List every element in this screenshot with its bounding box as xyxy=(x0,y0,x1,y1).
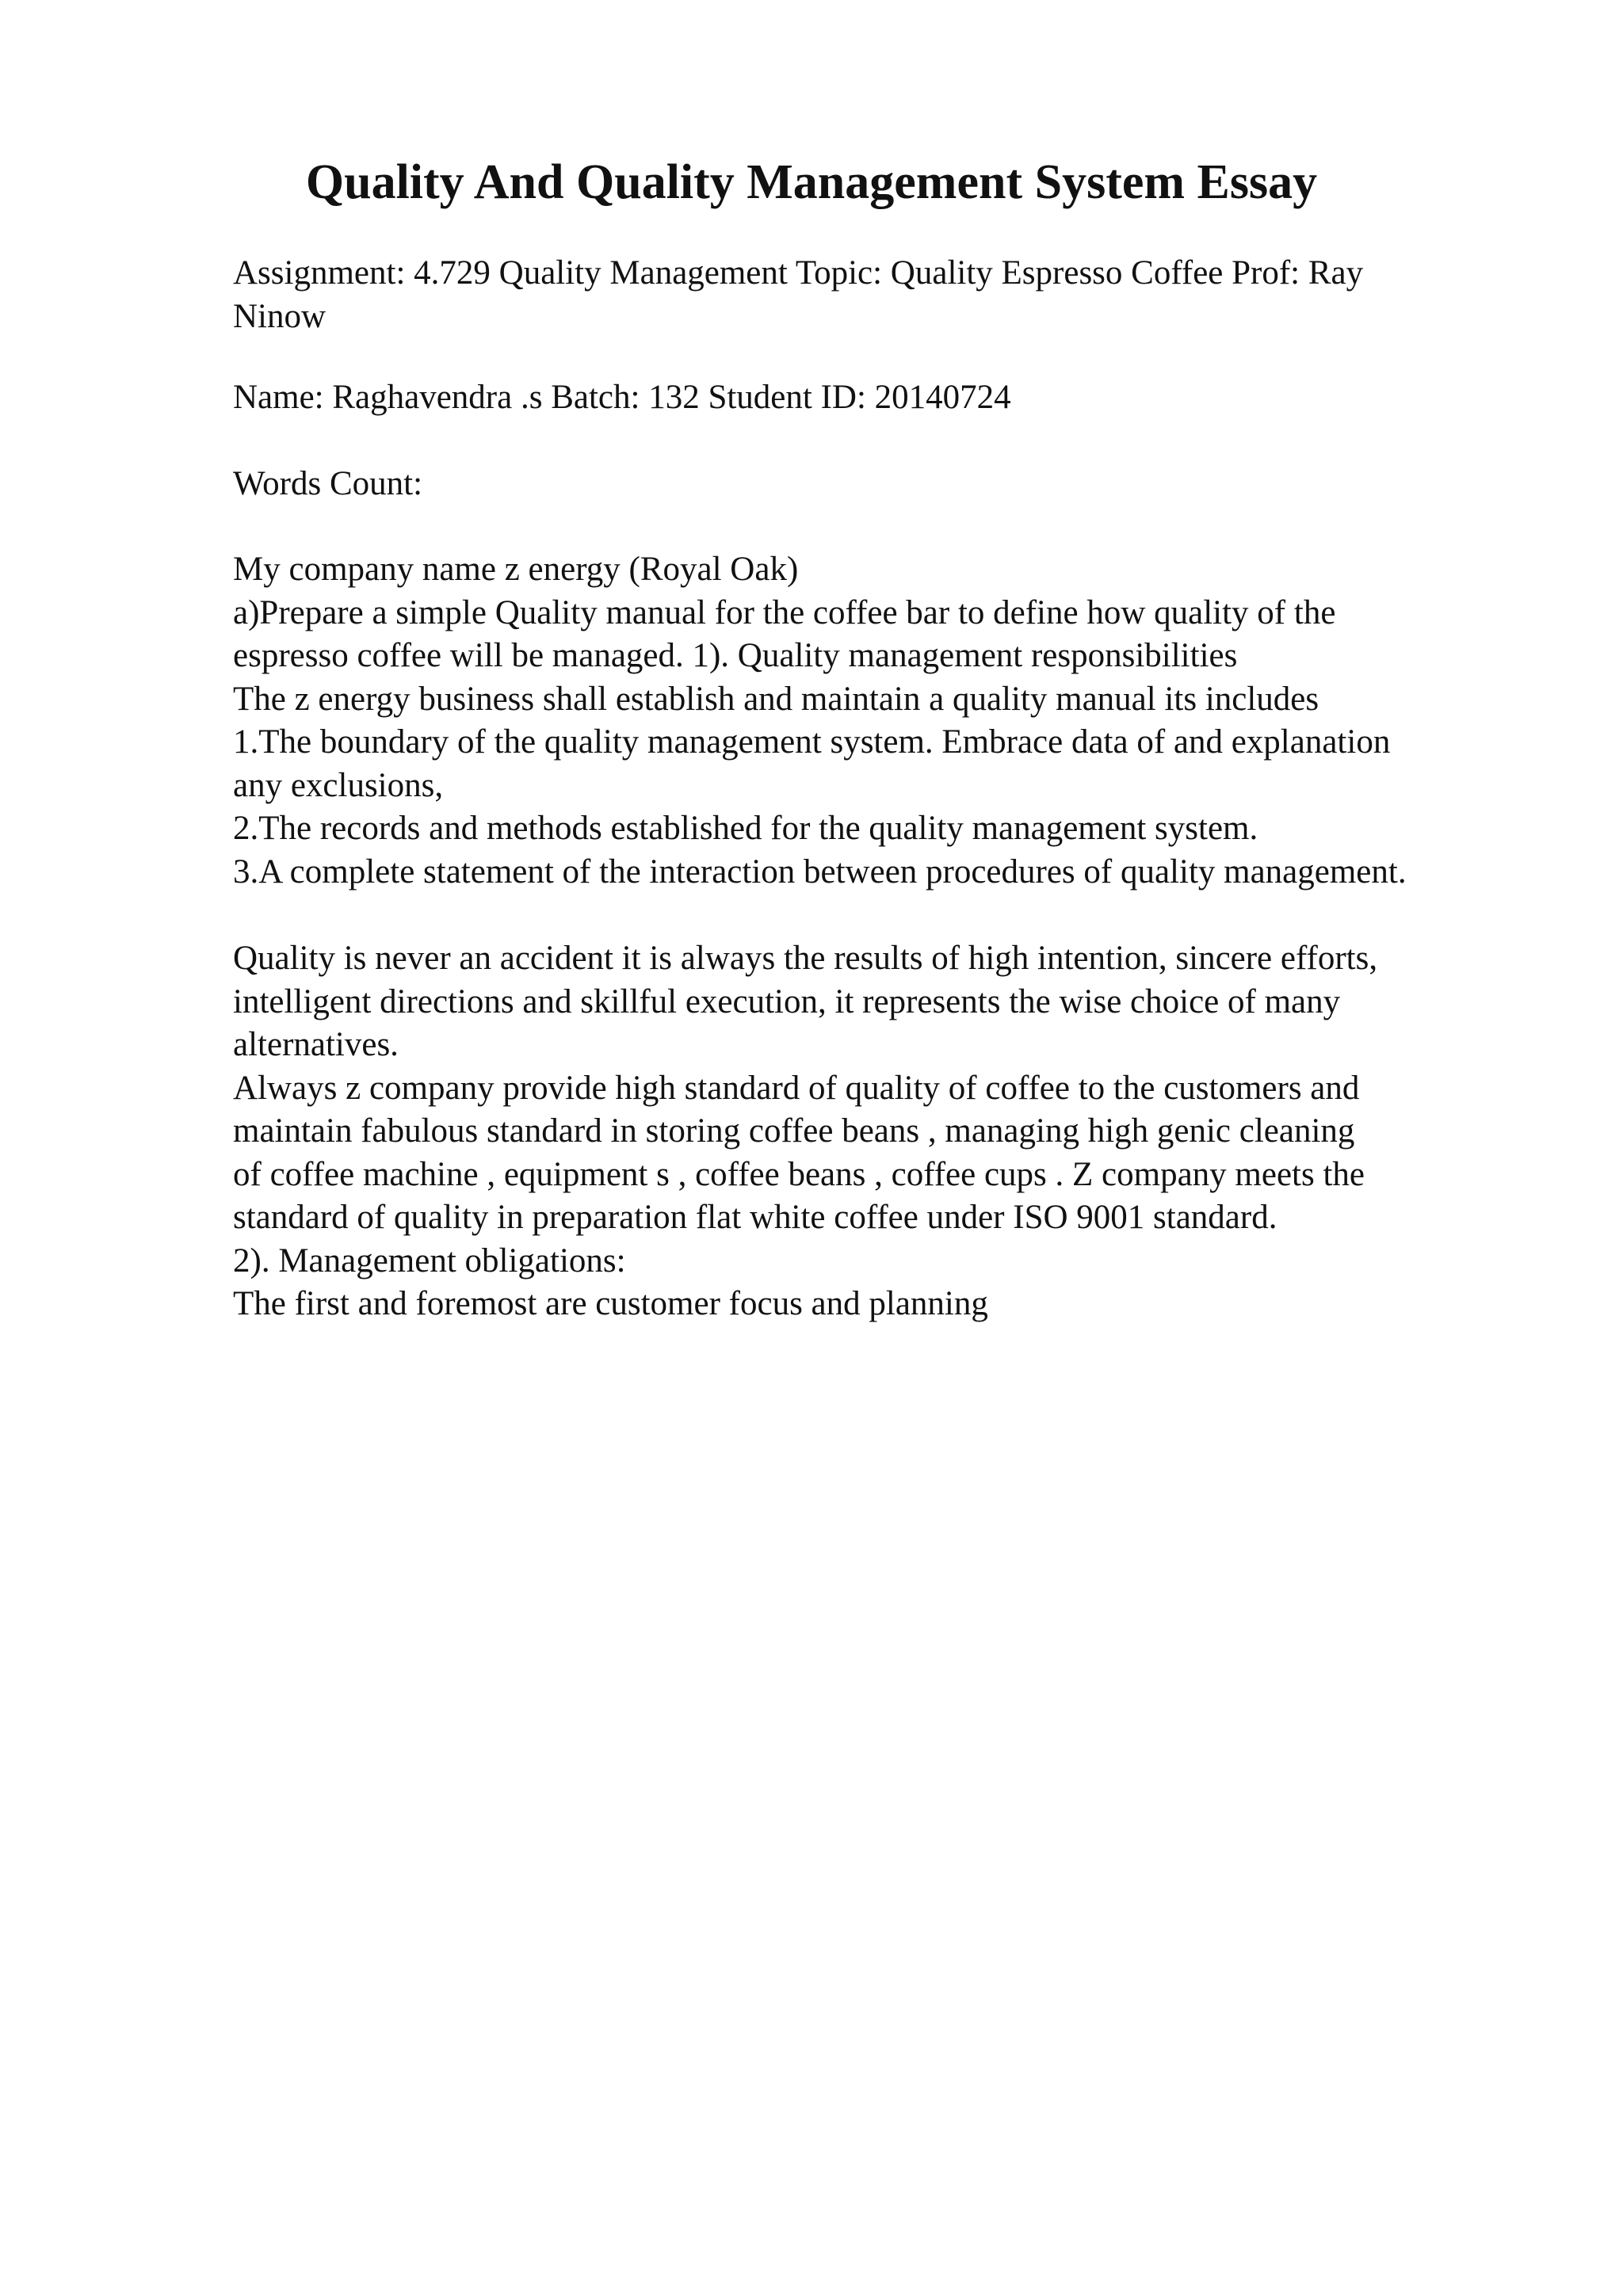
text-line: a)Prepare a simple Quality manual for the coffee bar to define how quality of the xyxy=(233,593,1336,631)
text-line: The first and foremost are customer focus and planning xyxy=(233,1285,988,1322)
text-line: Always z company provide high standard of quality of coffee to the customers and xyxy=(233,1069,1360,1107)
text-line: maintain fabulous standard in storing coffee beans , managing high genic cleaning xyxy=(233,1112,1355,1150)
text-line: Quality is never an accident it is always the results of high intention, sincere efforts, xyxy=(233,940,1378,977)
text-line: 3.A complete statement of the interaction between procedures of quality management. xyxy=(233,852,1407,891)
text-line: Assignment: 4.729 Quality Management Topic: Quality Espresso Coffee Prof: Ray xyxy=(233,254,1364,292)
text-line: espresso coffee will be managed. 1). Quality management responsibilities xyxy=(233,637,1238,674)
text-line: Name: Raghavendra .s Batch: 132 Student ID: 20140724 xyxy=(233,379,1011,416)
text-line: 2.The records and methods established for the quality management system. xyxy=(233,810,1258,847)
words-count-paragraph xyxy=(233,463,1517,506)
text-line: any exclusions, xyxy=(233,766,444,804)
assignment-paragraph xyxy=(233,252,1517,338)
text-line: Words Count: xyxy=(233,465,423,502)
text-line: intelligent directions and skillful execution, it represents the wise choice of many xyxy=(233,982,1341,1020)
text-line: of coffee machine , equipment s , coffee beans , coffee cups . Z company meets the xyxy=(233,1155,1365,1193)
text-line: 1.The boundary of the quality management system. Embrace data of and explanation xyxy=(233,723,1391,761)
student-info-paragraph xyxy=(233,376,1517,420)
text-line: alternatives. xyxy=(233,1026,399,1063)
document-title: Quality And Quality Management System Essay xyxy=(305,155,1318,209)
text-line: The z energy business shall establish and maintain a quality manual its includes xyxy=(233,680,1319,718)
text-line: 2). Management obligations: xyxy=(233,1241,626,1280)
text-line: standard of quality in preparation flat white coffee under ISO 9001 standard. xyxy=(233,1199,1277,1236)
quality-manual-paragraph xyxy=(233,548,1517,894)
quality-statement-paragraph xyxy=(233,937,1517,1326)
text-line: Ninow xyxy=(233,297,327,335)
text-line: My company name z energy (Royal Oak) xyxy=(233,551,799,588)
